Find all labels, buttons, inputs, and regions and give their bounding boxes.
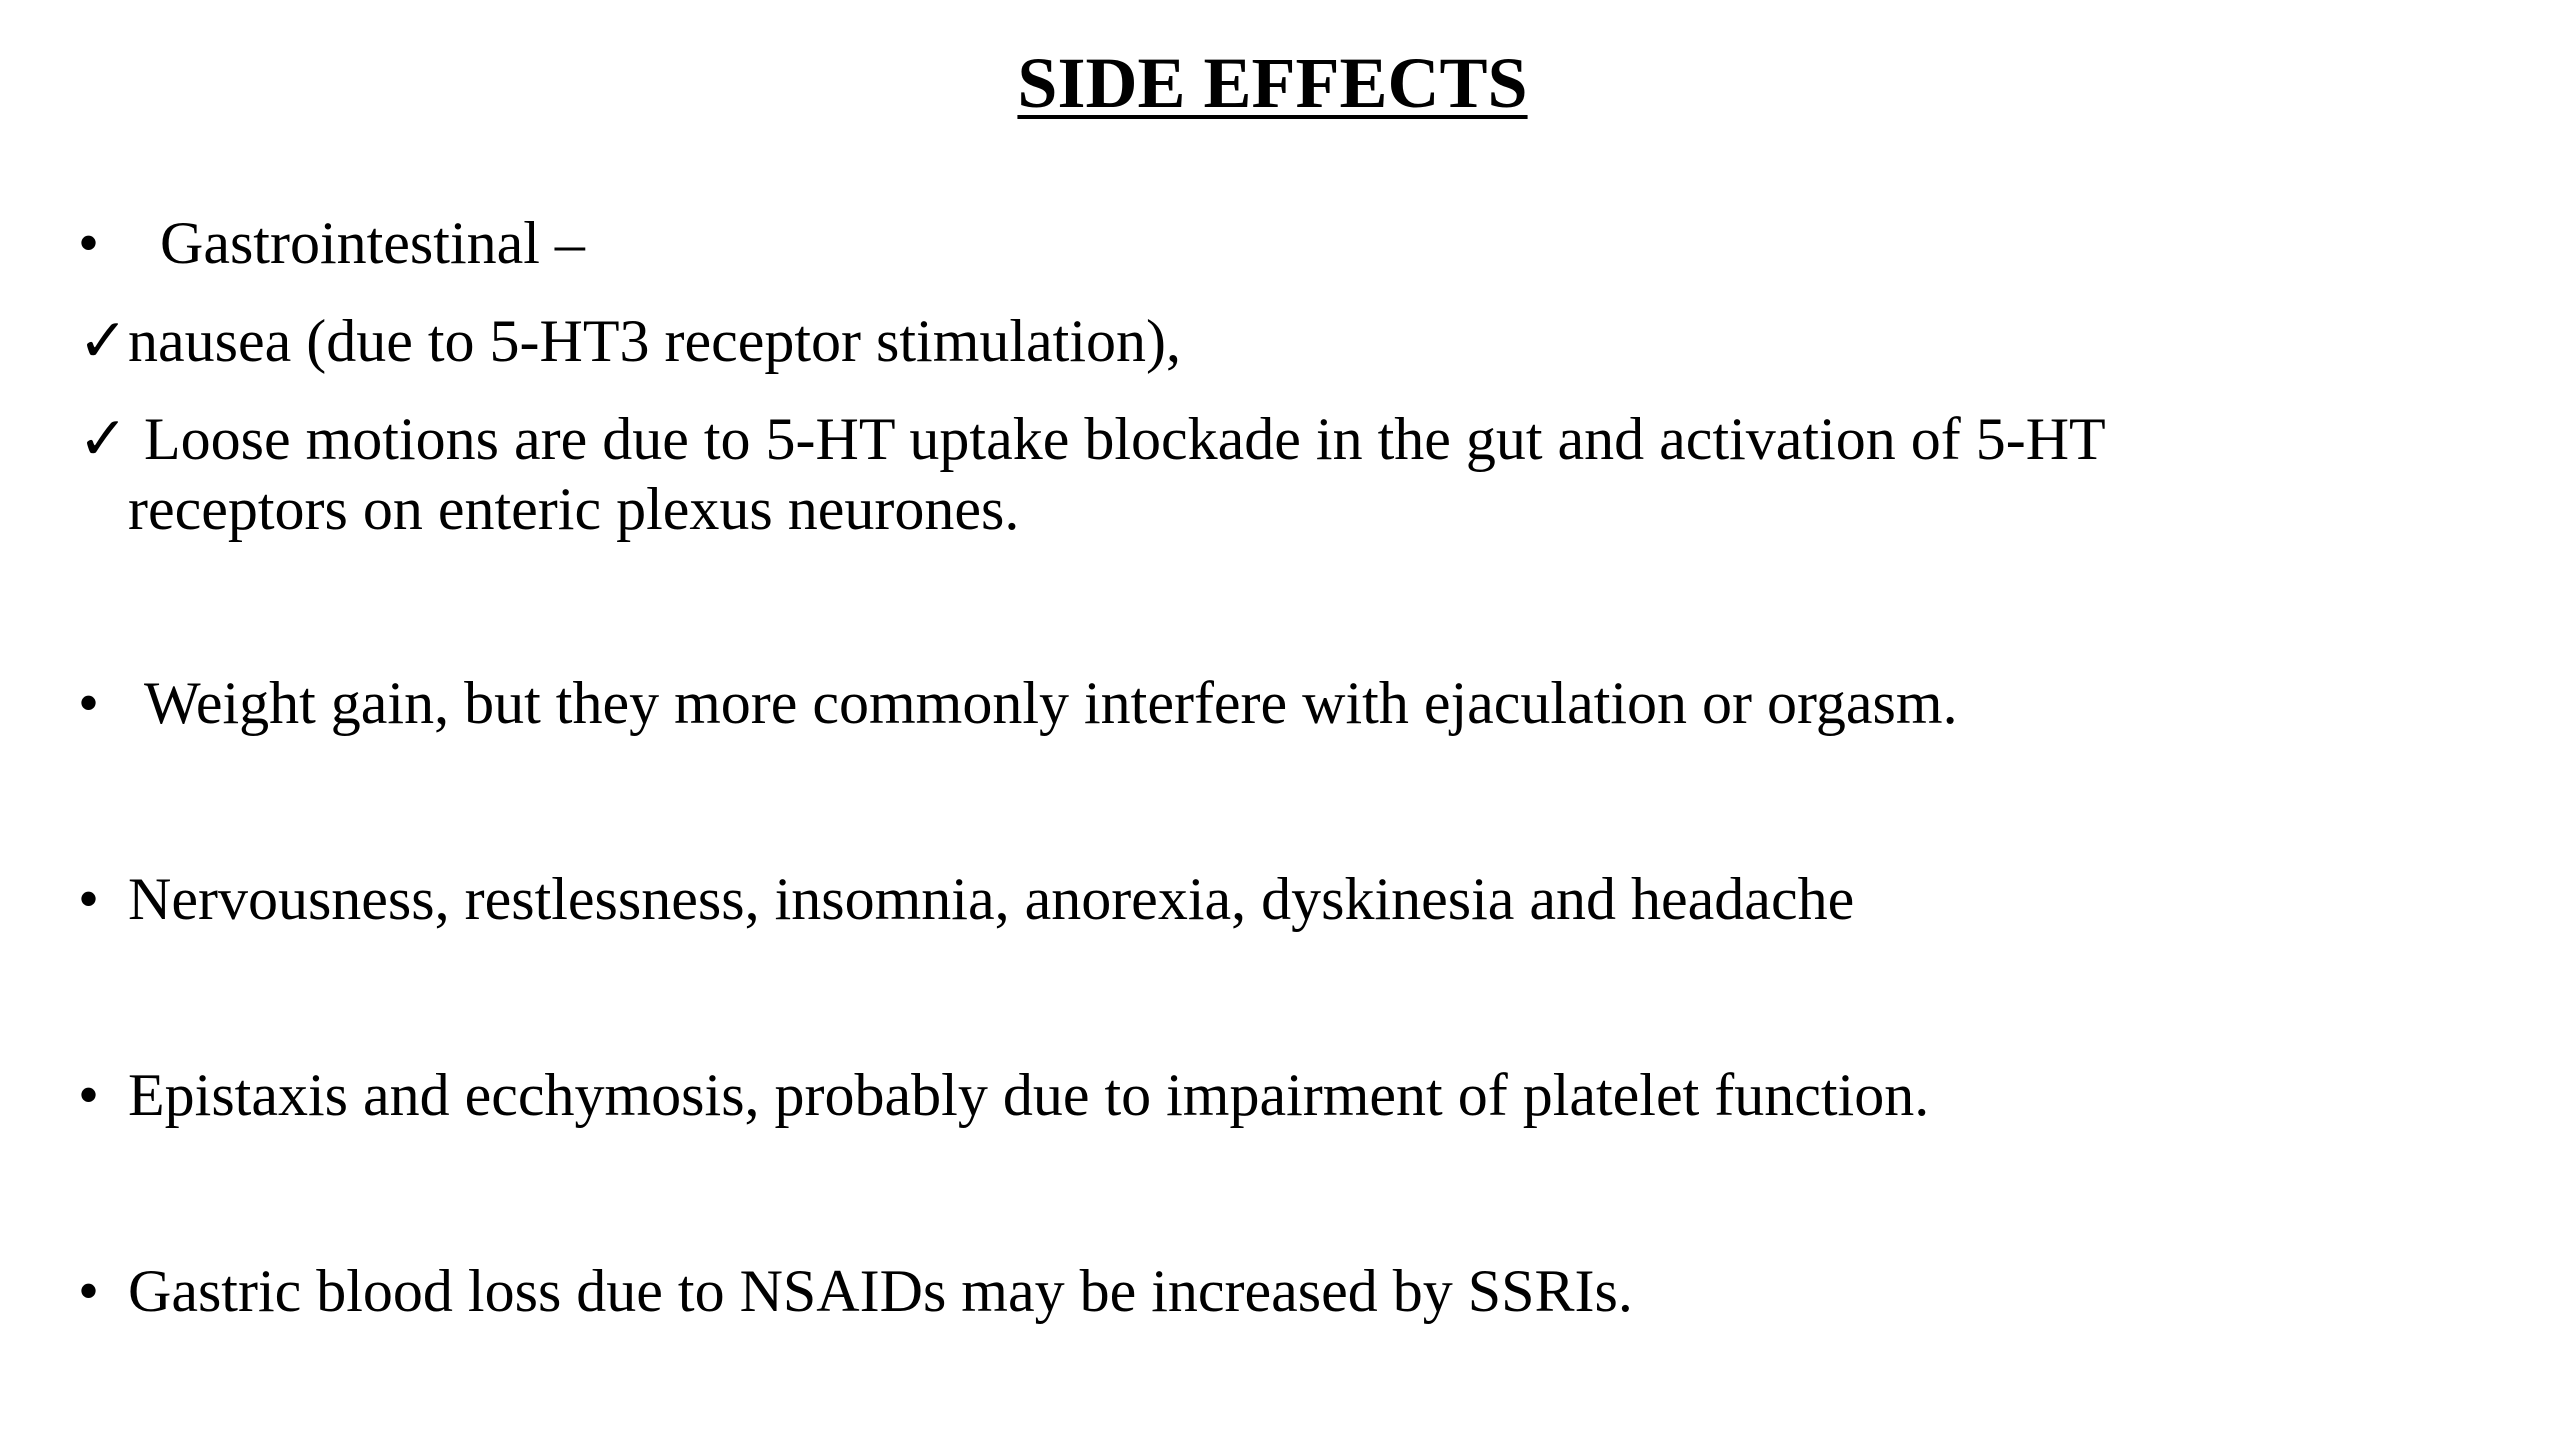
bullet-text: Nervousness, restlessness, insomnia, anorexia, dyskinesia and headache — [128, 866, 1855, 932]
bullet-icon: • — [78, 1062, 100, 1128]
check-text: nausea (due to 5-HT3 receptor stimulation), — [128, 308, 1181, 374]
check-text-line2: receptors on enteric plexus neurones. — [128, 476, 1020, 542]
check-icon: ✓ — [78, 406, 129, 472]
bullet-icon: • — [78, 670, 100, 736]
slide-title: SIDE EFFECTS — [1017, 43, 1528, 123]
bullet-text: Epistaxis and ecchymosis, probably due to impairment of platelet function. — [128, 1062, 1930, 1128]
check-icon: ✓ — [78, 308, 129, 374]
bullet-icon: • — [78, 210, 100, 276]
bullet-text: Gastric blood loss due to NSAIDs may be increased by SSRIs. — [128, 1258, 1633, 1324]
bullet-text: Weight gain, but they more commonly interfere with ejaculation or orgasm. — [144, 670, 1958, 736]
bullet-icon: • — [78, 866, 100, 932]
bullet-icon: • — [78, 1258, 100, 1324]
bullet-text: Gastrointestinal – — [160, 210, 585, 276]
check-text-line1: Loose motions are due to 5-HT uptake blockade in the gut and activation of 5-HT — [144, 406, 2106, 472]
